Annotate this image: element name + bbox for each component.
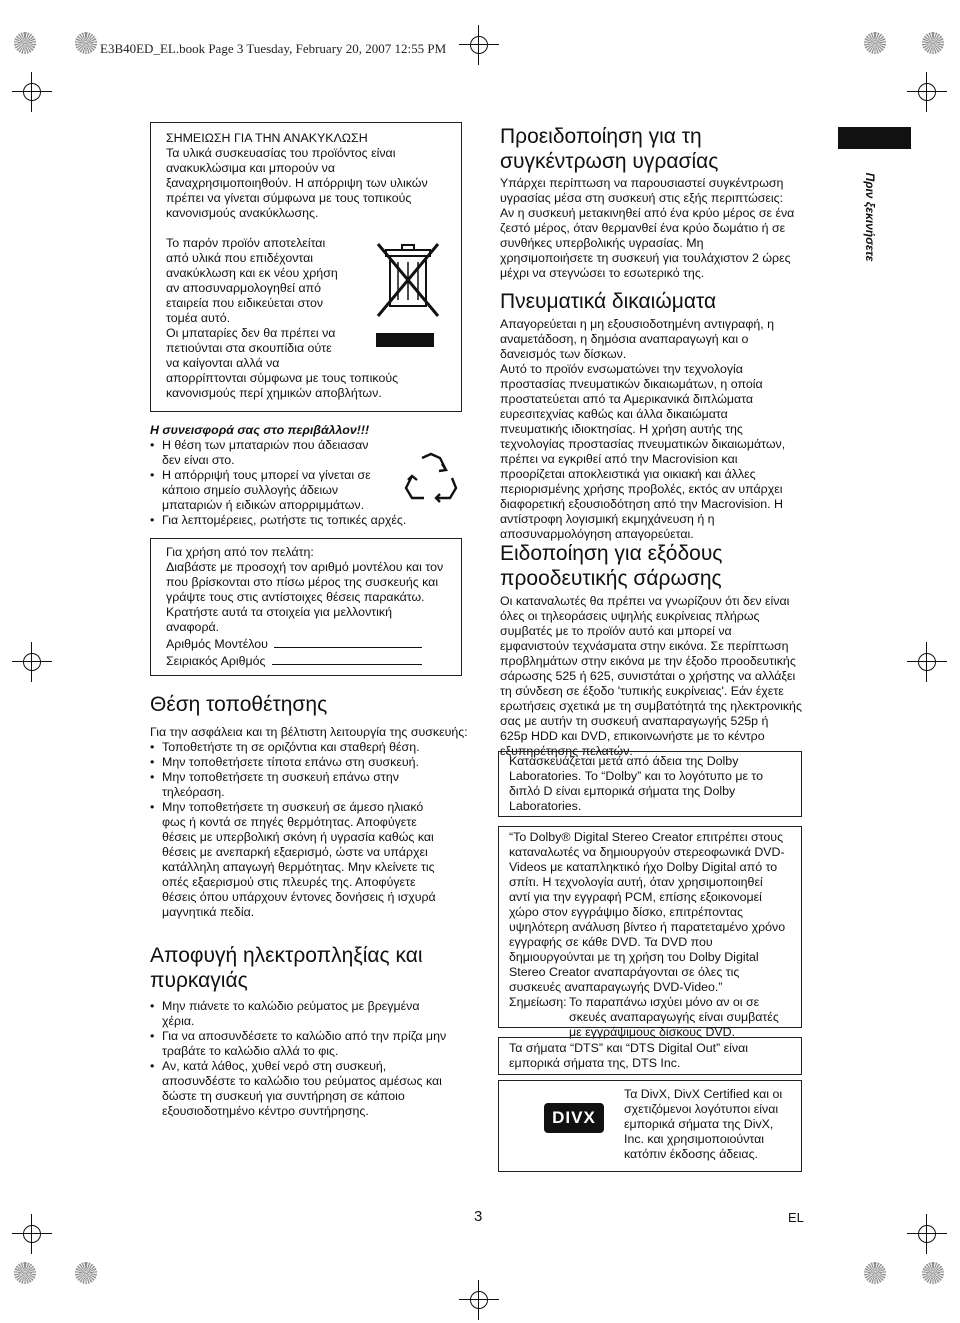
divx-logo: DIVX xyxy=(544,1103,604,1133)
crop-mark-icon xyxy=(20,80,44,104)
recycling-line: Τα υλικά συσκευασίας του προϊόντος είναι xyxy=(166,146,396,160)
list-item: • Η απόρριψή τους μπορεί να γίνεται σε κάποιο σημείο συλλογής άδειων μπαταριών ή ειδικών απορριμμάτων. xyxy=(150,468,450,513)
copyright-line: πρέπει να εγκριθεί από την Macrovision και xyxy=(500,452,738,466)
progressive-line: όλες οι τηλεοράσεις υψηλής ευκρίνειας πλήρως xyxy=(500,609,760,623)
shock-heading: Αποφυγή ηλεκτροπληξίας και xyxy=(150,944,423,967)
progressive-section xyxy=(500,541,810,759)
customer-line: που βρίσκονται στο πίσω μέρος της συσκευής και xyxy=(166,575,439,589)
placement-heading: Θέση τοποθέτησης xyxy=(150,693,328,716)
customer-line: Για χρήση από τον πελάτη: xyxy=(166,545,314,559)
recycling-line: κανονισμούς ανακύκλωσης. xyxy=(166,206,319,220)
recycling-line: απορρίπτονται σύμφωνα με τους τοπικούς xyxy=(166,371,399,385)
progressive-line: τη σύνδεση σε έξοδο 'τυπικής ευκρίνειας'. Εάν έχετε xyxy=(500,684,784,698)
crop-mark-icon xyxy=(915,80,939,104)
dolby-license-box xyxy=(498,751,802,817)
shock-heading: πυρκαγιάς xyxy=(150,969,248,992)
language-code: EL xyxy=(788,1210,804,1225)
customer-line: γράψτε τους στις αντίστοιχες θέσεις παρακάτω. xyxy=(166,590,425,604)
note-line: με εγγράψιμους δίσκους DVD. xyxy=(569,1025,736,1039)
progressive-line: σάρωσης 525 ή 625, συνιστάται ο χρήστης να αλλάξει xyxy=(500,669,796,683)
list-item: • Μην τοποθετήσετε τίποτα επάνω στη συσκευή. xyxy=(150,755,470,770)
progressive-line: συμβατές με το προϊόν αυτό και μπορεί να xyxy=(500,624,732,638)
recycling-line: ξαναχρησιμοποιηθούν. Η απόρριψη των υλικών xyxy=(166,176,428,190)
recycling-line: πετιούνται στα σκουπίδια ούτε xyxy=(166,341,332,355)
recycling-line: Οι μπαταρίες δεν θα πρέπει να xyxy=(166,326,336,340)
creator-line: συσκευές αναπαραγωγής DVD-Video.” xyxy=(509,980,723,994)
dts-line: εμπορικά σήματα της, DTS Inc. xyxy=(509,1056,681,1070)
creator-line: υψηλότερη ανάλυση βίντεο ή παρατεταμένο χρόνο xyxy=(509,920,786,934)
list-item: • Για να αποσυνδέσετε το καλώδιο από την πρίζα μην τραβάτε το καλώδιο αλλά το φις. xyxy=(150,1029,470,1059)
creator-line: εγγραφής σε κάθε DVD. Τα DVD που xyxy=(509,935,713,949)
note-label: Σημείωση: xyxy=(509,995,567,1009)
section-tab-label: Πριν ξεκινήσετε xyxy=(863,172,877,262)
customer-record-box xyxy=(150,538,462,676)
copyright-line: περιορισμένης χρήσης προβολές, εκτός αν υπάρχει xyxy=(500,482,783,496)
recycling-line: κανονισμούς περί χημικών αποβλήτων. xyxy=(166,386,382,400)
copyright-line: προστατεύεται από τα Αμερικανικά διπλώματα xyxy=(500,392,754,406)
separate-collection-bar xyxy=(376,333,434,347)
list-item: • Αν, κατά λάθος, χυθεί νερό στη συσκευή, αποσυνδέστε το καλώδιο του ρεύματος αμέσως και δώστε τη συσκευή για συντήρηση σε κάποιο εξουσιοδοτημένο κέντρο συντήρησης. xyxy=(150,1059,470,1119)
dolby-line: Laboratories. Το “Dolby” και το λογότυπο με το xyxy=(509,769,764,783)
list-item: • Τοποθετήστε τη σε οριζόντια και σταθερή θέση. xyxy=(150,740,470,755)
dolby-line: διπλό D είναι εμπορικά σήματα της Dolby xyxy=(509,784,736,798)
registration-stain-icon xyxy=(75,1262,97,1284)
divx-line: σχετιζόμενοι λογότυποι είναι xyxy=(624,1102,779,1116)
crop-mark-icon xyxy=(20,650,44,674)
copyright-line: δανεισμός των δίσκων. xyxy=(500,347,627,361)
dts-trademark-box xyxy=(498,1037,802,1075)
condensation-line: χρησιμοποιήσετε τη συσκευή για τουλάχιστον 2 ώρες xyxy=(500,251,791,265)
progressive-line: προβλημάτων στην εικόνα με την έξοδο προοδευτικής xyxy=(500,654,796,668)
placement-section xyxy=(150,692,470,920)
customer-line: Κρατήστε αυτά τα στοιχεία για μελλοντική xyxy=(166,605,392,619)
divx-line: Τα DivX, DivX Certified και οι xyxy=(624,1087,783,1101)
list-item: • Μην τοποθετήσετε τη συσκευή σε άμεσο ηλιακό φως ή κοντά σε πηγές θερμότητας. Αποφύγετε θέσεις με υπερβολική σκόνη ή υγρασία καθώς και θέσεις με ανεπαρκή εξαερισμό, ώστε να υπάρχει κατάλληλη απαγωγή θερμότητας. Μην κλείνετε τις οπές εξαερισμού στις πλευρές της. Αποφύγετε θέσεις όπου υπάρχουν έντονες δονήσεις ή ισχυρά μαγνητικά πεδία. xyxy=(150,800,470,920)
placement-intro: Για την ασφάλεια και τη βέλτιστη λειτουργία της συσκευής: xyxy=(150,725,468,739)
registration-stain-icon xyxy=(864,1262,886,1284)
model-number-field[interactable]: Αριθμός Μοντέλου xyxy=(166,635,451,652)
recycle-icon xyxy=(402,452,460,504)
creator-line: σπίτι. Η τεχνολογία αυτή, όταν χρησιμοποιηθεί xyxy=(509,875,763,889)
customer-line: Διαβάστε με προσοχή τον αριθμό μοντέλου και τον xyxy=(166,560,444,574)
creator-line: Stereo Creator αναπαράγονται σε όλες τις xyxy=(509,965,740,979)
recycling-line: από υλικά που επιδέχονται xyxy=(166,251,314,265)
divx-line: κατόπιν έκδοσης άδειας. xyxy=(624,1147,758,1161)
divx-line: Inc. και χρησιμοποιούνται xyxy=(624,1132,765,1146)
copyright-line: Αυτό το προϊόν ενσωματώνει την τεχνολογία xyxy=(500,362,743,376)
crop-mark-icon xyxy=(467,1288,491,1312)
copyright-line: ευρεσιτεχνίας καθώς και άλλα δικαιώματα xyxy=(500,407,728,421)
registration-stain-icon xyxy=(75,32,97,54)
shock-section xyxy=(150,943,470,1119)
progressive-line: σας με αυτήν τη συσκευή αναπαραγωγής 525p ή xyxy=(500,714,769,728)
divx-line: εμπορικά σήματα της DivX, xyxy=(624,1117,774,1131)
list-item: • Για λεπτομέρειες, ρωτήστε τις τοπικές αρχές. xyxy=(150,513,450,528)
crop-mark-icon xyxy=(467,33,491,57)
copyright-line: προορίζεται αποκλειστικά για οικιακή και άλλες xyxy=(500,467,756,481)
crop-mark-icon xyxy=(915,1222,939,1246)
list-item: • Μην τοποθετήσετε τη συσκευή επάνω στην τηλεόραση. xyxy=(150,770,470,800)
page-number: 3 xyxy=(474,1208,483,1225)
progressive-line: εμφανιστούν τεχνάσματα στην εικόνα. Σε περίπτωση xyxy=(500,639,789,653)
registration-stain-icon xyxy=(864,32,886,54)
dolby-stereo-creator-box xyxy=(498,826,802,1039)
recycling-line: αν αποσυναρμολογηθεί από xyxy=(166,281,322,295)
list-item: • Μην πιάνετε το καλώδιο ρεύματος με βρεγμένα χέρια. xyxy=(150,999,470,1029)
crossed-bin-icon xyxy=(376,240,440,320)
copyright-line: αντίστροφη λογισμική εκμηχάνευση ή η xyxy=(500,512,715,526)
condensation-line: Αν η συσκευή μετακινηθεί από ένα κρύο μέρος σε ένα xyxy=(500,206,795,220)
note-line: Το παραπάνω ισχύει μόνο αν οι σε xyxy=(569,995,760,1009)
condensation-line: Υπάρχει περίπτωση να παρουσιαστεί συγκέντρωση xyxy=(500,176,784,190)
progressive-heading: προοδευτικής σάρωσης xyxy=(500,567,722,590)
registration-stain-icon xyxy=(922,1262,944,1284)
progressive-line: εξυπηρέτησης πελατών. xyxy=(500,744,633,758)
dolby-line: Κατασκευάζεται μετά από άδεια της Dolby xyxy=(509,754,739,768)
creator-line: “To Dolby® Digital Stereo Creator επιτρέπει στους xyxy=(509,830,784,844)
copyright-section xyxy=(500,289,810,542)
progressive-line: 625p HDD και DVD, επικοινωνήστε με το κέντρο xyxy=(500,729,765,743)
dolby-line: Laboratories. xyxy=(509,799,582,813)
dts-line: Τα σήματα “DTS” και “DTS Digital Out” είναι xyxy=(509,1041,749,1055)
creator-line: καταναλωτές να δημιουργούν στερεοφωνικά DVD- xyxy=(509,845,785,859)
recycling-line: ανακυκλώσιμα και μπορούν να xyxy=(166,161,336,175)
recycling-line: πρέπει να γίνεται σύμφωνα με τους τοπικούς xyxy=(166,191,412,205)
condensation-heading: συγκέντρωση υγρασίας xyxy=(500,150,719,173)
condensation-line: ζεστό μέρος, όταν θερμανθεί ένα κρύο δωμάτιο ή σε xyxy=(500,221,786,235)
creator-line: χώρο στον εγγράψιμο δίσκο, επιτρέποντας xyxy=(509,905,744,919)
copyright-line: αποσυναρμολόγηση απαγορεύεται. xyxy=(500,527,694,541)
recycling-line: να καίγονται αλλά να xyxy=(166,356,280,370)
section-tab-marker xyxy=(838,127,911,149)
registration-stain-icon xyxy=(14,32,36,54)
copyright-line: τεχνολογίας προστασίας πνευματικών δικαιωμάτων, xyxy=(500,437,786,451)
environment-heading: Η συνεισφορά σας στο περιβάλλον!!! xyxy=(150,423,370,437)
serial-number-field[interactable]: Σειριακός Αριθμός xyxy=(166,652,451,669)
note-line: σκευές αναπαραγωγής είναι συμβατές xyxy=(569,1010,779,1024)
recycling-line: ανακύκλωση και εκ νέου χρήση xyxy=(166,266,338,280)
progressive-line: Οι καταναλωτές θα πρέπει να γνωρίζουν ότι δεν είναι xyxy=(500,594,790,608)
copyright-line: Απαγορεύεται η μη εξουσιοδοτημένη αντιγραφή, η xyxy=(500,317,775,331)
list-item: • Η θέση των μπαταριών που άδειασαν δεν είναι στο. xyxy=(150,438,450,468)
creator-line: δημιουργούνται με τη χρήση του Dolby Digital xyxy=(509,950,759,964)
crop-mark-icon xyxy=(20,1222,44,1246)
recycling-title: ΣΗΜΕΙΩΣΗ ΓΙΑ ΤΗΝ ΑΝΑΚΥΚΛΩΣΗ xyxy=(166,131,368,145)
condensation-line: υγρασίας μέσα στη συσκευή στις εξής περιπτώσεις: xyxy=(500,191,784,205)
registration-stain-icon xyxy=(922,32,944,54)
condensation-line: συνθήκες υπερβολικής υγρασίας. Μη xyxy=(500,236,704,250)
print-header: E3B40ED_EL.book Page 3 Tuesday, February 20, 2007 12:55 PM xyxy=(100,41,447,56)
divx-text xyxy=(624,1087,799,1162)
progressive-line: ερωτήσεις σχετικά με τη συμβατότητά της ηλεκτρονικής xyxy=(500,699,802,713)
condensation-line: μέχρι να στεγνώσει το εσωτερικό της. xyxy=(500,266,705,280)
recycling-line: τομέα αυτό. xyxy=(166,311,231,325)
recycling-line: εταιρεία που ειδικεύεται στον xyxy=(166,296,324,310)
condensation-section xyxy=(500,124,810,281)
recycling-line: Το παρόν προϊόν αποτελείται xyxy=(166,236,326,250)
creator-line: Videos με καταπληκτικό ήχο Dolby Digital από το xyxy=(509,860,778,874)
copyright-line: διαφορετική εξουσιοδότηση από την Macrovision. Η xyxy=(500,497,783,511)
creator-line: αντί για την εγγραφή PCM, επίσης εξοικονομεί xyxy=(509,890,762,904)
registration-stain-icon xyxy=(14,1262,36,1284)
copyright-line: αναμετάδοση, η δημόσια αναπαραγωγή και ο xyxy=(500,332,749,346)
customer-line: αναφορά. xyxy=(166,620,220,634)
crop-mark-icon xyxy=(915,650,939,674)
progressive-heading: Ειδοποίηση για εξόδους xyxy=(500,542,723,565)
copyright-line: πνευματικής ιδιοκτησίας. Η χρήση αυτής της xyxy=(500,422,743,436)
copyright-line: προστασίας πνευματικών δικαιωμάτων, η οποία xyxy=(500,377,763,391)
condensation-heading: Προειδοποίηση για τη xyxy=(500,125,702,148)
copyright-heading: Πνευματικά δικαιώματα xyxy=(500,290,717,313)
